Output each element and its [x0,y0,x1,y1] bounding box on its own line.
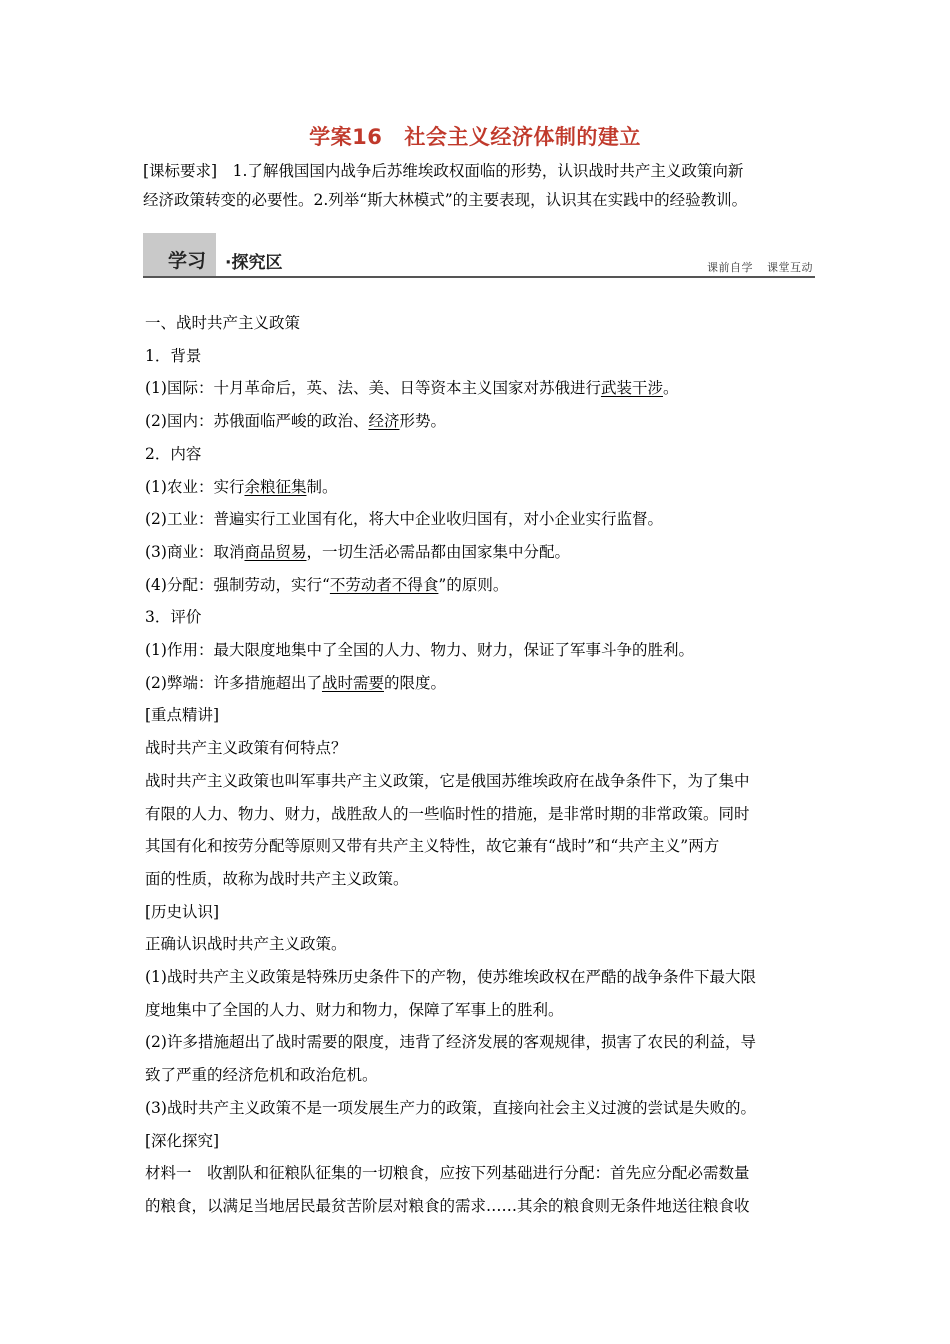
background-item-domestic: (2)国内：苏俄面临严峻的政治、经济形势。 [145,412,446,431]
evaluation-item-effect: (1)作用：最大限度地集中了全国的人力、物力、财力，保证了军事斗争的胜利。 [145,641,694,660]
fill-blank: 战时需要 [321,673,384,692]
fill-blank: 武装干涉 [600,379,663,398]
focus-paragraph-line: 有限的人力、物力、财力，战胜敌人的一些临时性的措施，是非常时期的非常政策。同时 [145,804,750,823]
focus-question: 战时共产主义政策有何特点？ [145,739,347,758]
evaluation-item-drawback: (2)弊端：许多措施超出了战时需要的限度。 [145,673,446,692]
fill-blank: 不劳动者不得食 [329,575,439,594]
title-prefix: 学案16 [309,125,383,149]
requirement-line: [课标要求] 1.了解俄国国内战争后苏维埃政权面临的形势，认识战时共产主义政策向新 [143,162,744,180]
subsection-heading-content: 2．内容 [145,444,202,463]
banner-label-preview: 课前自学 [707,261,753,274]
section-banner [143,233,815,278]
banner-tab-label: 学习 [168,250,207,272]
requirement-line: 经济政策转变的必要性。2.列举“斯大林模式”的主要表现，认识其在实践中的经验教训。 [143,191,748,209]
banner-divider [143,276,815,278]
history-item-line: (2)许多措施超出了战时需要的限度，违背了经济发展的客观规律，损害了农民的利益，导 [145,1033,756,1052]
history-item-line: 度地集中了全国的人力、财力和物力，保障了军事上的胜利。 [145,1000,564,1019]
content-item-commerce: (3)商业：取消商品贸易，一切生活必需品都由国家集中分配。 [145,542,570,561]
history-item-line: 致了严重的经济危机和政治危机。 [145,1066,378,1085]
section-heading: 一、战时共产主义政策 [145,314,301,332]
banner-label-classroom: 课堂互动 [767,261,813,274]
history-item-line: (1)战时共产主义政策是特殊历史条件下的产物，使苏维埃政权在严酷的战争条件下最大限 [145,968,756,987]
content-item-distribution: (4)分配：强制劳动，实行“不劳动者不得食”的原则。 [145,575,509,594]
curriculum-requirement [143,157,813,215]
subsection-heading-evaluation: 3．评价 [145,608,202,627]
history-item-line: (3)战时共产主义政策不是一项发展生产力的政策，直接向社会主义过渡的尝试是失败的。 [145,1098,756,1117]
focus-tag: [重点精讲] [145,706,220,725]
content-item-agriculture: (1)农业：实行余粮征集制。 [145,477,338,496]
title-main: 社会主义经济体制的建立 [404,125,641,149]
fill-blank: 商品贸易 [244,542,307,561]
subsection-heading-background: 1．背景 [145,346,202,365]
banner-right-labels [707,259,813,275]
banner-sub-label: ·探究区 [225,253,283,273]
background-item-international: (1)国际：十月革命后，英、法、美、日等资本主义国家对苏俄进行武装干涉。 [145,379,679,398]
history-tag: [历史认识] [145,902,220,921]
focus-paragraph-line: 面的性质，故称为战时共产主义政策。 [145,869,409,888]
content-item-industry: (2)工业：普遍实行工业国有化，将大中企业收归国有，对小企业实行监督。 [145,510,663,529]
focus-paragraph-line: 战时共产主义政策也叫军事共产主义政策，它是俄国苏维埃政府在战争条件下，为了集中 [145,771,750,790]
material-line: 的粮食，以满足当地居民最贫苦阶层对粮食的需求……其余的粮食则无条件地送往粮食收 [145,1196,750,1215]
focus-paragraph-line: 其国有化和按劳分配等原则又带有共产主义特性，故它兼有“战时”和“共产主义”两方 [145,837,720,856]
history-intro: 正确认识战时共产主义政策。 [145,935,347,954]
fill-blank: 经济 [368,412,400,431]
fill-blank: 余粮征集 [244,477,307,496]
material-line: 材料一 收割队和征粮队征集的一切粮食，应按下列基础进行分配：首先应分配必需数量 [145,1164,750,1183]
main-content [145,307,813,1223]
page-title [0,121,950,151]
deep-tag: [深化探究] [145,1131,220,1150]
